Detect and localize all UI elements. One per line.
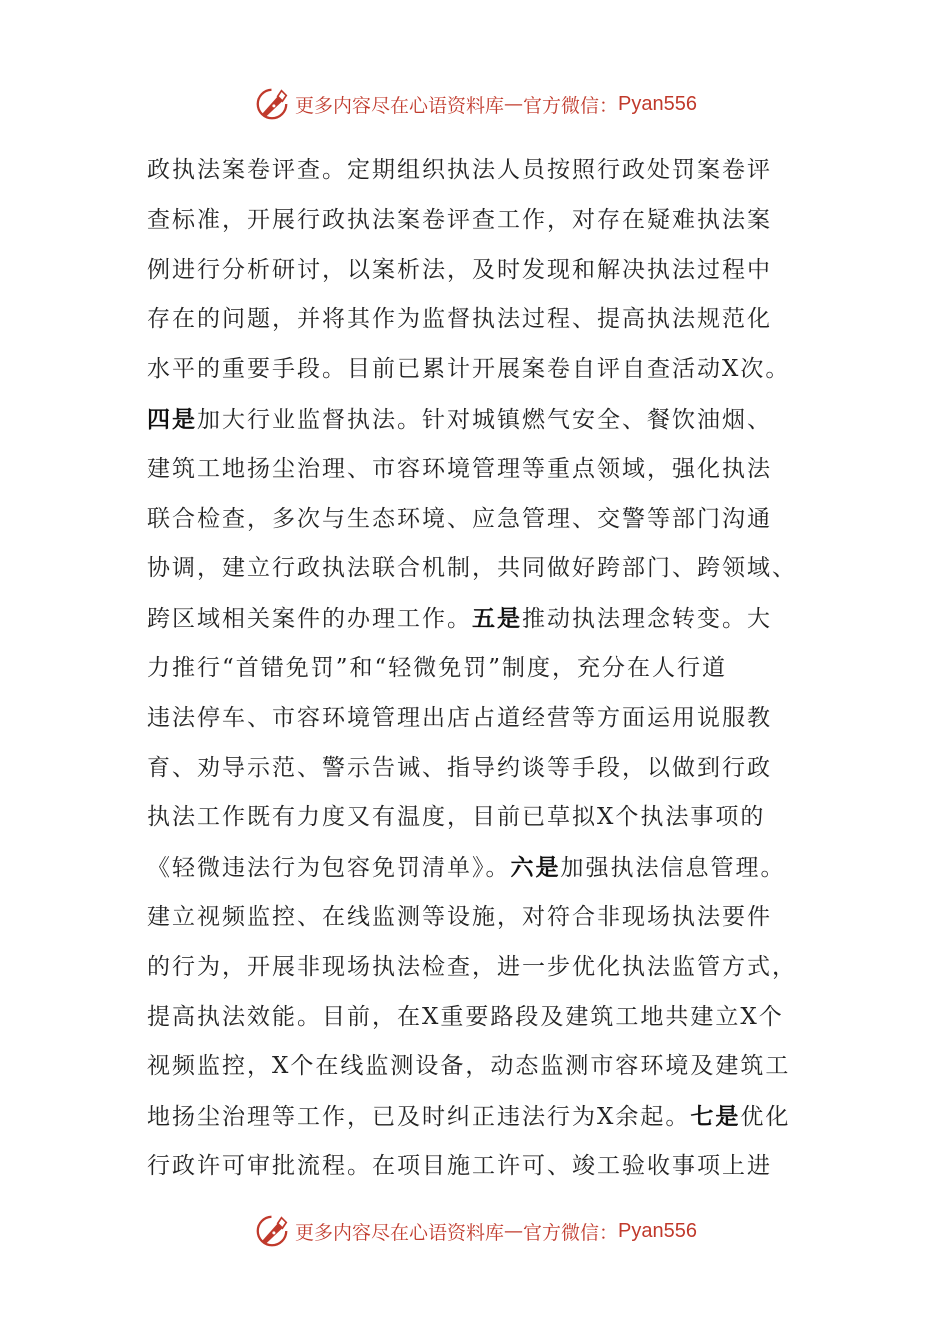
pen-nib-circle-icon [253,85,291,123]
text-line [147,544,807,594]
text-line [147,843,807,893]
text-line [147,445,807,495]
text-segment: 违法停车、市容环境管理出店占道经营等方面运用说服教 [147,704,772,731]
text-line [147,146,807,196]
text-segment: 例进行分析研讨，以案析法，及时发现和解决执法过程中 [147,256,772,283]
header-banner [0,82,950,126]
text-segment: 查标准，开展行政执法案卷评查工作，对存在疑难执法案 [147,206,772,233]
text-segment: 视频监控，X个在线监测设备，动态监测市容环境及建筑工 [147,1053,791,1080]
banner-separator: — [504,93,524,115]
text-line [147,1042,807,1092]
document-body [147,146,807,1192]
text-segment: 建立视频监控、在线监测等设施，对符合非现场执法要件 [147,903,772,930]
banner-wechat-label: 官方微信： [523,94,619,117]
text-line [147,644,807,694]
text-segment: 存在的问题，并将其作为监督执法过程、提高执法规范化 [147,306,772,333]
text-line [147,495,807,545]
text-segment: 政执法案卷评查。定期组织执法人员按照行政处罚案卷评 [147,157,772,183]
text-line [147,594,807,644]
text-line [147,345,807,395]
text-line [147,246,807,296]
banner-account: Pyan556 [618,92,697,115]
text-segment: 推动执法理念转变。大 [522,606,772,633]
text-line [147,744,807,794]
text-segment: 执法工作既有力度又有温度，目前已草拟X个执法事项的 [147,804,766,831]
bold-lead: 五是 [472,605,522,633]
text-segment: 跨区域相关案件的办理工作。 [147,606,472,633]
bold-lead: 四是 [147,405,197,433]
text-segment: 联合检查，多次与生态环境、应急管理、交警等部门沟通 [147,505,772,532]
text-line [147,196,807,246]
banner-wechat-label: 官方微信： [523,1221,619,1244]
text-segment: 水平的重要手段。目前已累计开展案卷自评自查活动X次。 [147,356,791,383]
text-segment: 加大行业监督执法。针对城镇燃气安全、餐饮油烟、 [197,406,772,433]
pen-nib-circle-icon [253,1212,291,1250]
text-line [147,1092,807,1142]
text-segment: 建筑工地扬尘治理、市容环境管理等重点领域，强化执法 [147,455,772,482]
text-line [147,694,807,744]
banner-account: Pyan556 [618,1219,697,1242]
text-line [147,943,807,993]
banner-site-text: 更多内容尽在心语资料库 [295,94,505,117]
banner-separator: — [504,1220,524,1242]
text-line [147,893,807,943]
bold-lead: 六是 [510,854,561,882]
text-segment: 力推行“首错免罚”和“轻微免罚”制度，充分在人行道 [147,654,728,681]
text-segment: 加强执法信息管理。 [560,855,786,882]
text-line [147,793,807,843]
banner-site-text: 更多内容尽在心语资料库 [295,1221,505,1244]
text-segment: 行政许可审批流程。在项目施工许可、竣工验收事项上进 [147,1152,772,1179]
text-segment: 优化 [740,1104,791,1131]
text-segment: 协调，建立行政执法联合机制，共同做好跨部门、跨领域、 [147,555,797,582]
text-segment: 育、劝导示范、警示告诫、指导约谈等手段，以做到行政 [147,754,772,781]
text-line [147,395,807,445]
text-segment: 地扬尘治理等工作，已及时纠正违法行为X余起。 [147,1104,691,1131]
text-segment: 《轻微违法行为包容免罚清单》。 [147,855,511,882]
footer-banner [0,1209,950,1253]
text-line [147,295,807,345]
text-line [147,1142,807,1192]
bold-lead: 七是 [690,1103,741,1131]
text-segment: 的行为，开展非现场执法检查，进一步优化执法监管方式， [147,953,797,980]
text-line [147,993,807,1043]
text-segment: 提高执法效能。目前，在X重要路段及建筑工地共建立X个 [147,1003,784,1030]
